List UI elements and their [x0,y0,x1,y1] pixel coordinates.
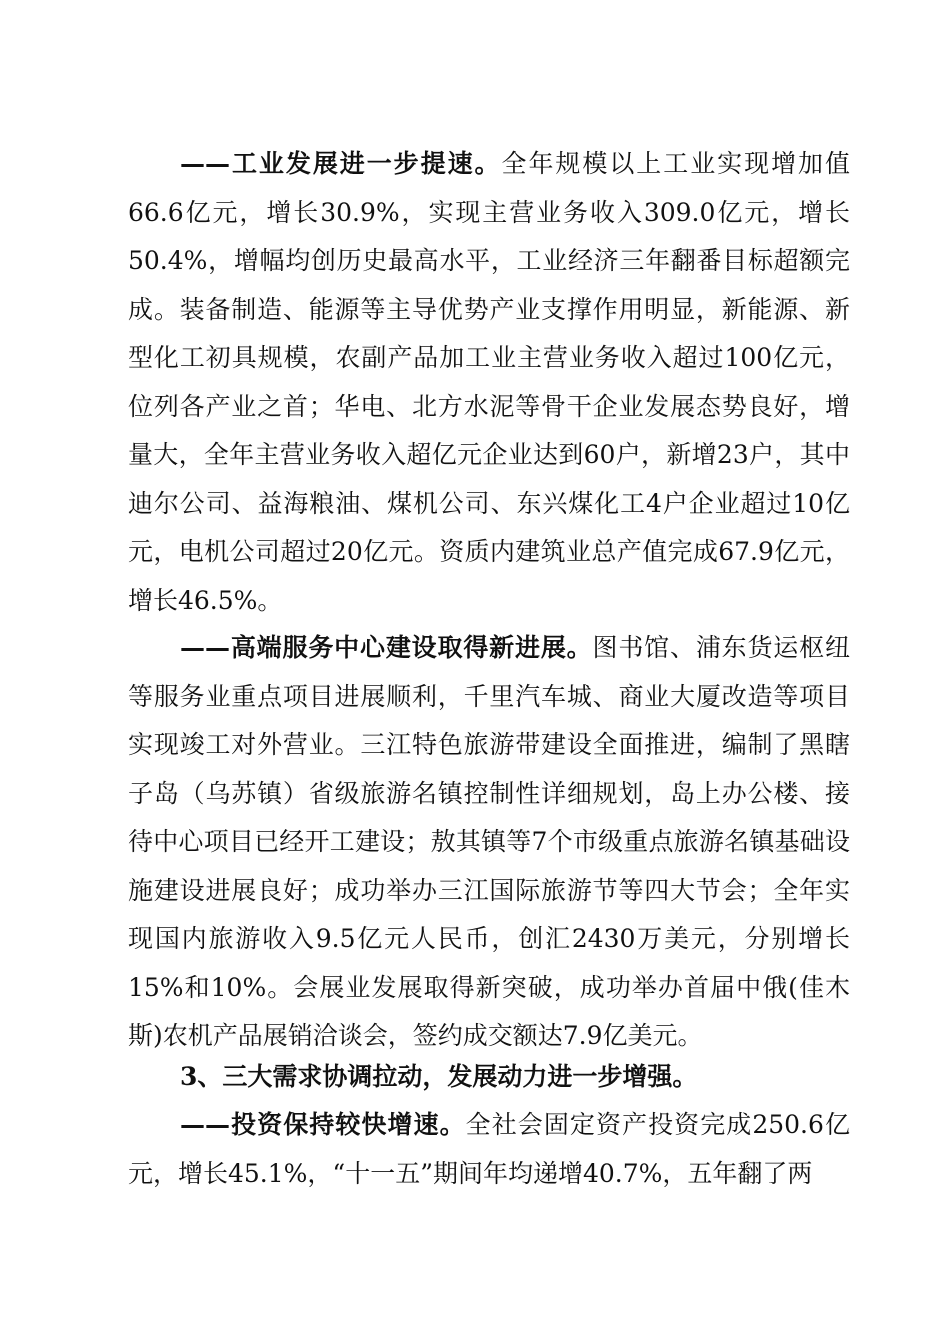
section-heading [128,1053,850,1102]
paragraph-services [128,624,850,1061]
paragraph-body: 图书馆、浦东货运枢纽等服务业重点项目进展顺利，千里汽车城、商业大厦改造等项目实现竣工对外营业。三江特色旅游带建设全面推进，编制了黑瞎子岛（乌苏镇）省级旅游名镇控制性详细规划，岛上办公楼、接待中心项目已经开工建设；敖其镇等7个市级重点旅游名镇基础设施建设进展良好；成功举办三江国际旅游节等四大节会；全年实现国内旅游收入9.5亿元人民币，创汇2430万美元，分别增长15%和10%。会展业发展取得新突破，成功举办首届中俄(佳木斯)农机产品展销洽谈会，签约成交额达7.9亿美元。 [128,633,850,1050]
paragraph-lead: ——投资保持较快增速。 [180,1110,466,1139]
paragraph-lead: ——高端服务中心建设取得新进展。 [180,633,593,662]
paragraph-lead: ——工业发展进一步提速。 [180,149,502,178]
paragraph-investment [128,1101,850,1198]
paragraph-body: 全社会固定资产投资完成250.6亿元，增长45.1%，“十一五”期间年均递增40.7%，五年翻了两 [128,1110,850,1188]
section-heading-text: 3、三大需求协调拉动，发展动力进一步增强。 [180,1062,698,1091]
paragraph-industry [128,140,850,625]
paragraph-body: 全年规模以上工业实现增加值66.6亿元，增长30.9%，实现主营业务收入309.0亿元，增长50.4%，增幅均创历史最高水平，工业经济三年翻番目标超额完成。装备制造、能源等主导优势产业支撑作用明显，新能源、新型化工初具规模，农副产品加工业主营业务收入超过100亿元，位列各产业之首；华电、北方水泥等骨干企业发展态势良好，增量大，全年主营业务收入超亿元企业达到60户，新增23户，其中迪尔公司、益海粮油、煤机公司、东兴煤化工4户企业超过10亿元，电机公司超过20亿元。资质内建筑业总产值完成67.9亿元，增长46.5%。 [128,149,850,615]
